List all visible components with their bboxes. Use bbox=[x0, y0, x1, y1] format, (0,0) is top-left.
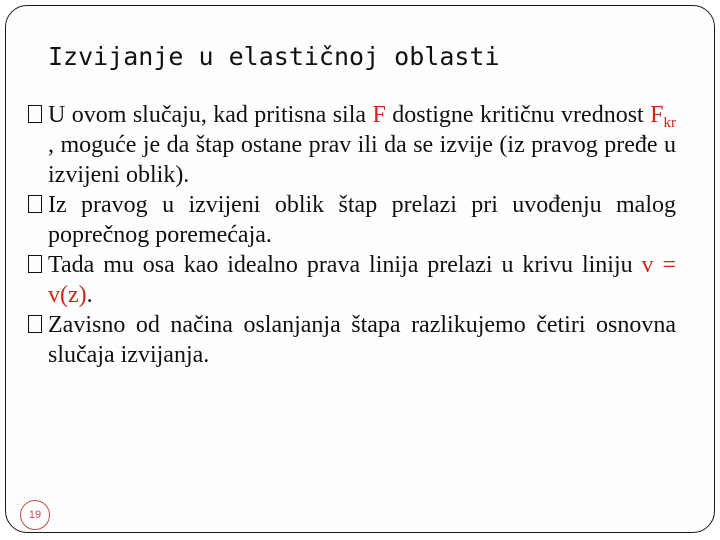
square-bullet-icon bbox=[28, 315, 42, 333]
paragraph-1 bbox=[28, 100, 676, 190]
page-number-badge: 19 bbox=[20, 500, 50, 530]
paragraph-2-text: Iz pravog u izvijeni oblik štap prelazi pri uvođenju malog poprečnog poremećaja. bbox=[48, 192, 676, 248]
square-bullet-icon bbox=[28, 195, 42, 213]
square-bullet-icon bbox=[28, 255, 42, 273]
paragraph-4-text: Zavisno od načina oslanjanja štapa razlikujemo četiri osnovna slučaja izvijanja. bbox=[48, 312, 676, 368]
critical-force-subscript: kr bbox=[663, 115, 676, 131]
paragraph-1-text-a: U ovom slučaju, kad pritisna sila bbox=[48, 102, 373, 128]
paragraph-4 bbox=[28, 310, 676, 370]
slide-title: Izvijanje u elastičnoj oblasti bbox=[48, 42, 500, 71]
critical-force-symbol: F bbox=[650, 102, 664, 128]
force-symbol: F bbox=[372, 102, 386, 128]
square-bullet-icon bbox=[28, 105, 42, 123]
slide bbox=[5, 5, 715, 533]
paragraph-1-text-c: , moguće je da štap ostane prav ili da se izvije (iz pravog pređe u izvijeni oblik). bbox=[48, 132, 676, 188]
slide-body bbox=[28, 100, 676, 370]
deflection-formula: v = v(z) bbox=[48, 252, 676, 308]
paragraph-3-text-b: . bbox=[86, 282, 93, 308]
paragraph-3 bbox=[28, 250, 676, 310]
paragraph-2 bbox=[28, 190, 676, 250]
paragraph-1-text-b: dostigne kritičnu vrednost bbox=[385, 102, 651, 128]
paragraph-3-text-a: Tada mu osa kao idealno prava linija prelazi u krivu liniju bbox=[48, 252, 642, 278]
